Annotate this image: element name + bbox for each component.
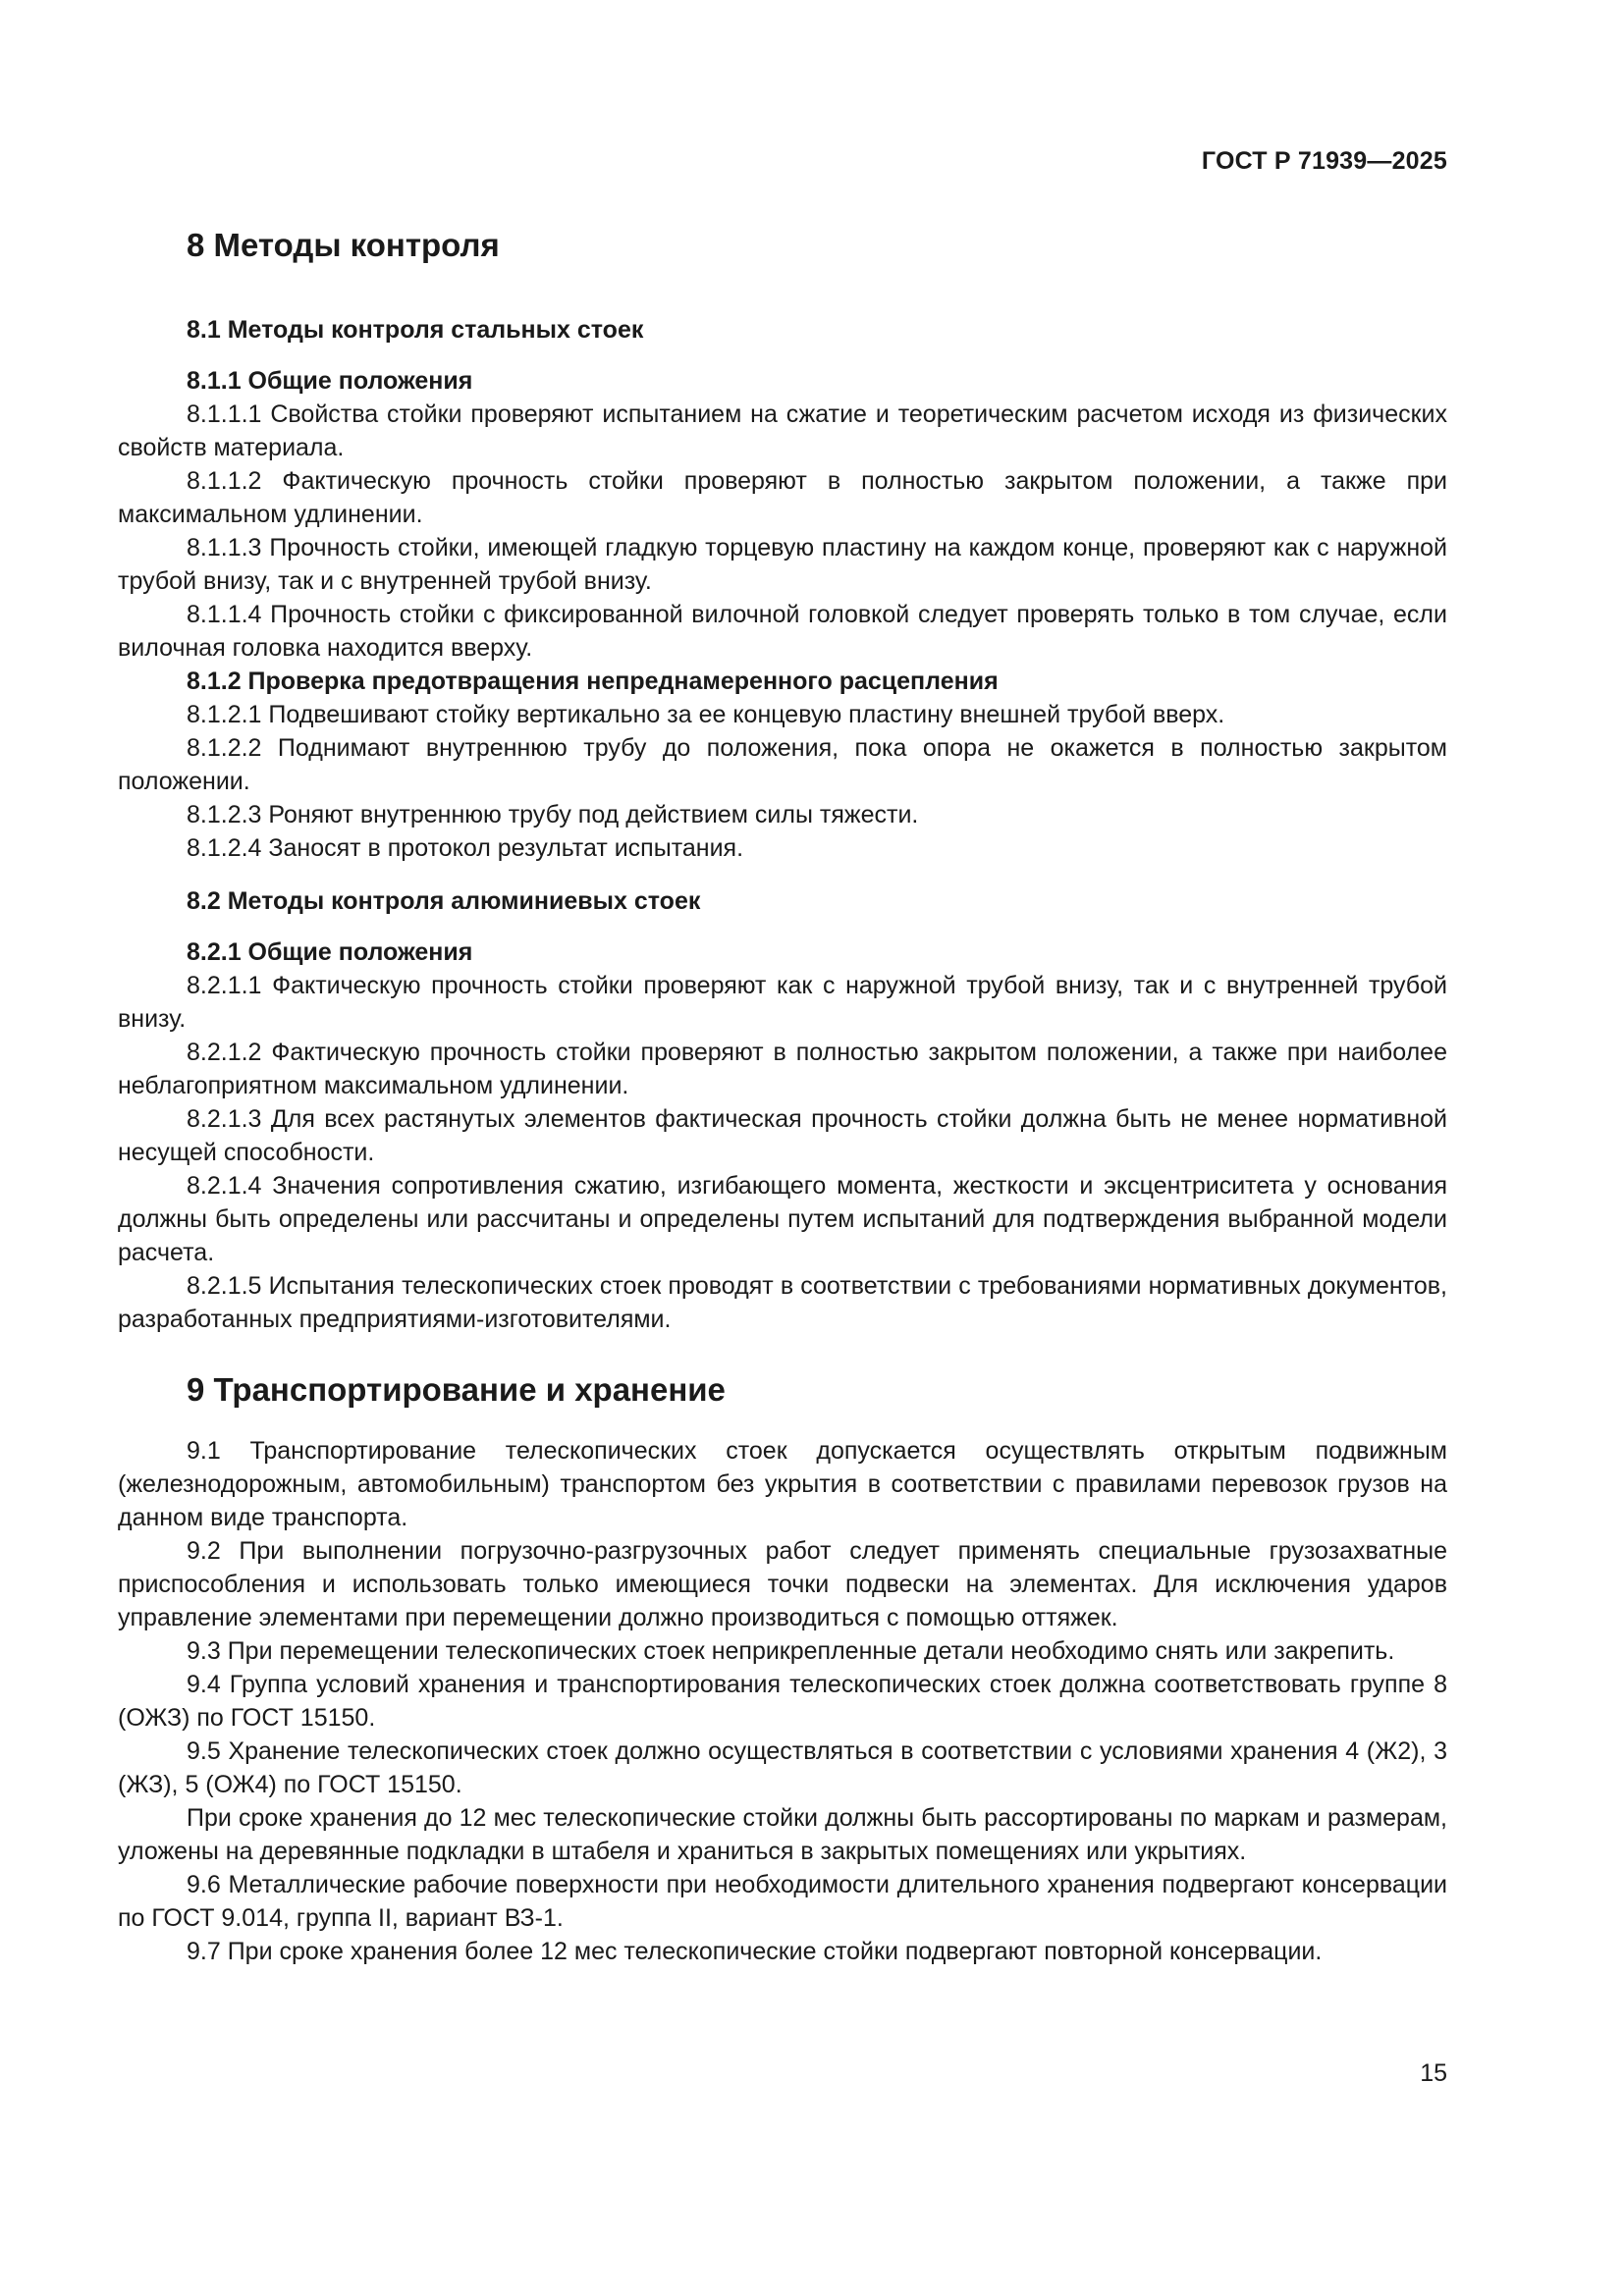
clause-8-2-1-1: 8.2.1.1 Фактическую прочность стойки проверяют как с наружной трубой внизу, так и с внутренней трубой внизу. — [118, 972, 1447, 1033]
clause-9-6: 9.6 Металлические рабочие поверхности при необходимости длительного хранения подвергают консервации по ГОСТ 9.014, группа II, вариант ВЗ-1. — [118, 1871, 1447, 1932]
clause-8-2-1-2: 8.2.1.2 Фактическую прочность стойки проверяют в полностью закрытом положении, а также при наиболее неблагоприятном максимальном удлинении. — [118, 1039, 1447, 1099]
clause-9-1: 9.1 Транспортирование телескопических стоек допускается осуществлять открытым подвижным (железнодорожным, автомобильным) транспортом без укрытия в соответствии с правилами перевозок грузов на данном виде транспорта. — [118, 1437, 1447, 1531]
clause-8-1-1-2: 8.1.1.2 Фактическую прочность стойки проверяют в полностью закрытом положении, а также при максимальном удлинении. — [118, 467, 1447, 528]
section-9-heading: 9 Транспортирование и хранение — [187, 1371, 726, 1408]
clause-8-1-2-3: 8.1.2.3 Роняют внутреннюю трубу под действием силы тяжести. — [187, 801, 919, 828]
clause-9-4: 9.4 Группа условий хранения и транспортирования телескопических стоек должна соответствовать группе 8 (ОЖЗ) по ГОСТ 15150. — [118, 1671, 1447, 1732]
clause-8-1-1-3: 8.1.1.3 Прочность стойки, имеющей гладкую торцевую пластину на каждом конце, проверяют как с наружной трубой внизу, так и с внутренней трубой внизу. — [118, 534, 1447, 595]
page-number: 15 — [1420, 2059, 1447, 2087]
clause-9-3: 9.3 При перемещении телескопических стоек неприкрепленные детали необходимо снять или закрепить. — [187, 1637, 1395, 1665]
clause-8-1-2-2: 8.1.2.2 Поднимают внутреннюю трубу до положения, пока опора не окажется в полностью закрытом положении. — [118, 734, 1447, 795]
clause-8-2-1-heading: 8.2.1 Общие положения — [187, 938, 473, 966]
clause-8-1-1-heading: 8.1.1 Общие положения — [187, 367, 473, 395]
subsection-8-2-heading: 8.2 Методы контроля алюминиевых стоек — [187, 887, 701, 915]
subsection-8-1-heading: 8.1 Методы контроля стальных стоек — [187, 316, 644, 344]
clause-9-5: 9.5 Хранение телескопических стоек должно осуществляться в соответствии с условиями хранения 4 (Ж2), 3 (ЖЗ), 5 (ОЖ4) по ГОСТ 15150. — [118, 1737, 1447, 1798]
clause-8-2-1-4: 8.2.1.4 Значения сопротивления сжатию, изгибающего момента, жесткости и эксцентриситета у основания должны быть определены или рассчитаны и определены путем испытаний для подтверждения выбранной модели расчета. — [118, 1172, 1447, 1266]
page-content — [118, 221, 1447, 1968]
clause-8-1-2-4: 8.1.2.4 Заносят в протокол результат испытания. — [187, 834, 744, 862]
clause-8-2-1-5: 8.2.1.5 Испытания телескопических стоек проводят в соответствии с требованиями нормативных документов, разработанных предприятиями-изготовителями. — [118, 1272, 1447, 1333]
document-code-header: ГОСТ Р 71939—2025 — [1201, 147, 1447, 175]
clause-8-1-2-1: 8.1.2.1 Подвешивают стойку вертикально за ее концевую пластину внешней трубой вверх. — [187, 701, 1225, 728]
clause-9-2: 9.2 При выполнении погрузочно-разгрузочных работ следует применять специальные грузозахватные приспособления и использовать только имеющиеся точки подвески на элементах. Для исключения ударов управление элементами при перемещении должно производиться с помощью оттяжек. — [118, 1537, 1447, 1631]
section-8-heading: 8 Методы контроля — [187, 227, 500, 263]
clause-8-1-2-heading: 8.1.2 Проверка предотвращения непреднамеренного расцепления — [187, 667, 999, 695]
clause-9-5-storage-note: При сроке хранения до 12 мес телескопические стойки должны быть рассортированы по маркам и размерам, уложены на деревянные подкладки в штабеля и храниться в закрытых помещениях или укрытиях. — [118, 1804, 1447, 1865]
clause-8-1-1-4: 8.1.1.4 Прочность стойки с фиксированной вилочной головкой следует проверять только в том случае, если вилочная головка находится вверху. — [118, 601, 1447, 662]
clause-8-2-1-3: 8.2.1.3 Для всех растянутых элементов фактическая прочность стойки должна быть не менее нормативной несущей способности. — [118, 1105, 1447, 1166]
clause-8-1-1-1: 8.1.1.1 Свойства стойки проверяют испытанием на сжатие и теоретическим расчетом исходя из физических свойств материала. — [118, 400, 1447, 461]
clause-9-7: 9.7 При сроке хранения более 12 мес телескопические стойки подвергают повторной консервации. — [187, 1938, 1323, 1965]
